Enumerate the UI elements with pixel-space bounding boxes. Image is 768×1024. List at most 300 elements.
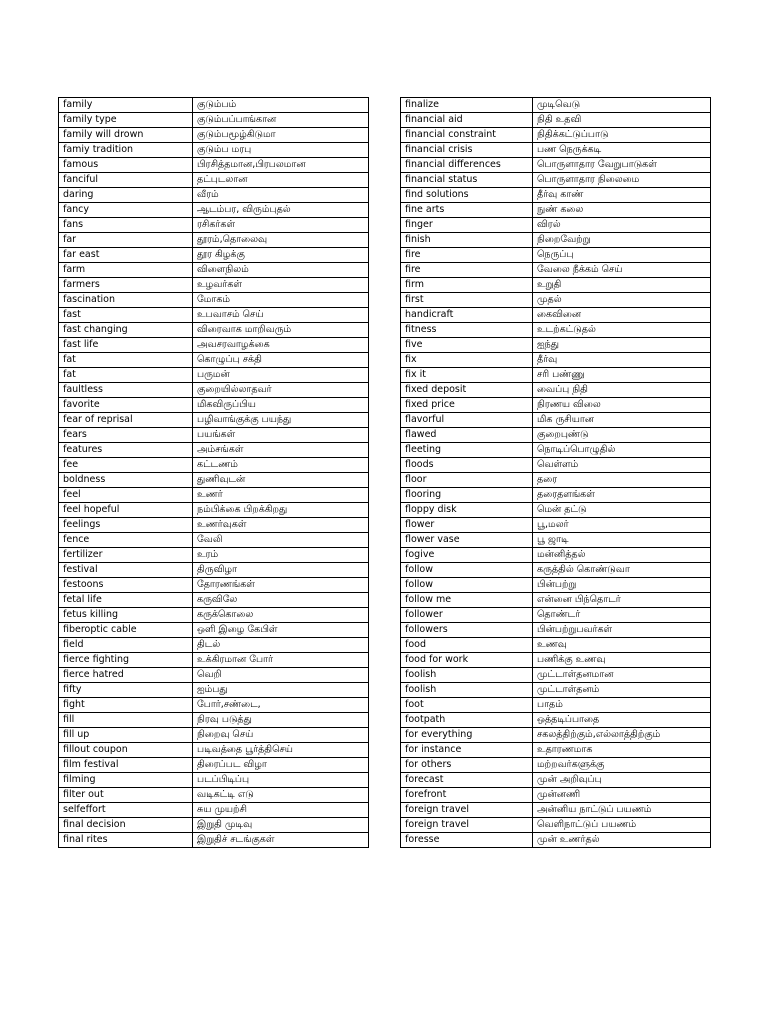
table-row [59, 233, 369, 248]
table-row [59, 188, 369, 203]
tamil-translation: திடல் [193, 638, 369, 653]
english-word: fixed price [401, 398, 533, 413]
english-word: family [59, 98, 193, 113]
table-row [59, 98, 369, 113]
table-row [401, 623, 711, 638]
tamil-translation: பொருளாதார வேறுபாடுகள் [533, 158, 711, 173]
table-row [59, 323, 369, 338]
table-row [59, 473, 369, 488]
table-row [59, 638, 369, 653]
english-word: foreign travel [401, 818, 533, 833]
english-word: financial differences [401, 158, 533, 173]
tamil-translation: என்னை பிந்தொடர் [533, 593, 711, 608]
tamil-translation: பாதம் [533, 698, 711, 713]
tamil-translation: பின்பற்று [533, 578, 711, 593]
tamil-translation: மிகவிருப்பிய [193, 398, 369, 413]
tamil-translation: தோரணங்கள் [193, 578, 369, 593]
tamil-translation: ரசிகர்கள் [193, 218, 369, 233]
english-word: fill up [59, 728, 193, 743]
tamil-translation: ஐம்பது [193, 683, 369, 698]
table-row [401, 248, 711, 263]
tamil-translation: படிவத்தை பூர்த்திசெய் [193, 743, 369, 758]
english-word: fast [59, 308, 193, 323]
tamil-translation: பழிவாங்குக்கு பயந்து [193, 413, 369, 428]
tamil-translation: ஐந்து [533, 338, 711, 353]
table-row [401, 203, 711, 218]
vocabulary-table-right [400, 97, 711, 848]
table-row [59, 698, 369, 713]
english-word: fierce fighting [59, 653, 193, 668]
table-row [59, 533, 369, 548]
tamil-translation: கருத்தில் கொண்டுவா [533, 563, 711, 578]
english-word: fetus killing [59, 608, 193, 623]
table-row [401, 743, 711, 758]
tamil-translation: உபவாசம் செய் [193, 308, 369, 323]
table-row [401, 443, 711, 458]
tamil-translation: விளைநிலம் [193, 263, 369, 278]
table-row [401, 608, 711, 623]
english-word: handicraft [401, 308, 533, 323]
tamil-translation: பின்பற்றுபவர்கள் [533, 623, 711, 638]
table-row [59, 308, 369, 323]
table-row [59, 128, 369, 143]
table-row [401, 278, 711, 293]
table-row [401, 368, 711, 383]
english-word: five [401, 338, 533, 353]
english-word: selfeffort [59, 803, 193, 818]
english-word: fascination [59, 293, 193, 308]
table-row [59, 428, 369, 443]
english-word: flawed [401, 428, 533, 443]
table-row [59, 728, 369, 743]
english-word: family will drown [59, 128, 193, 143]
english-word: fill [59, 713, 193, 728]
english-word: fast life [59, 338, 193, 353]
table-row [401, 158, 711, 173]
table-row [59, 713, 369, 728]
english-word: fears [59, 428, 193, 443]
table-row [401, 308, 711, 323]
table-row [401, 458, 711, 473]
tamil-translation: நிரவு படுத்து [193, 713, 369, 728]
tamil-translation: நுண் கலை [533, 203, 711, 218]
table-row [59, 818, 369, 833]
table-row [401, 188, 711, 203]
table-row [59, 758, 369, 773]
english-word: final decision [59, 818, 193, 833]
english-word: foresse [401, 833, 533, 848]
english-word: floppy disk [401, 503, 533, 518]
english-word: feelings [59, 518, 193, 533]
english-word: footpath [401, 713, 533, 728]
tamil-translation: உறுதி [533, 278, 711, 293]
english-word: daring [59, 188, 193, 203]
english-word: followers [401, 623, 533, 638]
table-row [59, 218, 369, 233]
tamil-translation: உடற்கட்டுதல் [533, 323, 711, 338]
table-row [59, 503, 369, 518]
tamil-translation: அன்னிய நாட்டுப் பயணம் [533, 803, 711, 818]
table-row [401, 233, 711, 248]
english-word: feel hopeful [59, 503, 193, 518]
table-row [59, 158, 369, 173]
tamil-translation: வீரம் [193, 188, 369, 203]
english-word: finalize [401, 98, 533, 113]
tamil-translation: மோகம் [193, 293, 369, 308]
english-word: fire [401, 263, 533, 278]
english-word: fifty [59, 683, 193, 698]
tamil-translation: நொடிப்பொழுதில் [533, 443, 711, 458]
tamil-translation: படப்பிடிப்பு [193, 773, 369, 788]
table-row [59, 683, 369, 698]
table-row [59, 248, 369, 263]
tamil-translation: கருக்கொலை [193, 608, 369, 623]
tamil-translation: திரைப்பட விழா [193, 758, 369, 773]
tamil-translation: ஒளி இழை கேபிள் [193, 623, 369, 638]
tamil-translation: முன்னணி [533, 788, 711, 803]
tamil-translation: ஒத்தடிப்பாதை [533, 713, 711, 728]
table-row [59, 593, 369, 608]
tamil-translation: இறுதிச் சடங்குகள் [193, 833, 369, 848]
english-word: fast changing [59, 323, 193, 338]
english-word: filming [59, 773, 193, 788]
english-word: fierce hatred [59, 668, 193, 683]
table-row [59, 563, 369, 578]
english-word: financial status [401, 173, 533, 188]
english-word: fetal life [59, 593, 193, 608]
tamil-translation: பூ ஜாடி [533, 533, 711, 548]
english-word: floor [401, 473, 533, 488]
table-row [401, 323, 711, 338]
english-word: foolish [401, 683, 533, 698]
english-word: features [59, 443, 193, 458]
table-row [401, 143, 711, 158]
tamil-translation: குடும்பப்பாங்கான [193, 113, 369, 128]
english-word: festival [59, 563, 193, 578]
english-word: flower [401, 518, 533, 533]
tamil-translation: வெள்ளம் [533, 458, 711, 473]
english-word: flavorful [401, 413, 533, 428]
tamil-translation: குடும்பமூழ்கிடுமா [193, 128, 369, 143]
table-row [59, 488, 369, 503]
table-row [401, 548, 711, 563]
table-row [401, 563, 711, 578]
english-word: filter out [59, 788, 193, 803]
table-row [401, 788, 711, 803]
tamil-translation: பிரசித்தமான,பிரபலமான [193, 158, 369, 173]
table-row [401, 833, 711, 848]
tamil-translation: விரைவாக மாறிவரும் [193, 323, 369, 338]
english-word: flooring [401, 488, 533, 503]
tamil-translation: உணர் [193, 488, 369, 503]
table-row [59, 578, 369, 593]
table-row [401, 728, 711, 743]
english-word: financial aid [401, 113, 533, 128]
table-row [59, 263, 369, 278]
tamil-translation: உதாரணமாக [533, 743, 711, 758]
tamil-translation: ஆடம்பர, விரும்புதல் [193, 203, 369, 218]
tamil-translation: விரல் [533, 218, 711, 233]
table-row [59, 353, 369, 368]
table-row [401, 398, 711, 413]
table-row [401, 698, 711, 713]
english-word: food [401, 638, 533, 653]
english-word: forecast [401, 773, 533, 788]
english-word: food for work [401, 653, 533, 668]
tamil-translation: வெறி [193, 668, 369, 683]
english-word: favorite [59, 398, 193, 413]
table-row [59, 518, 369, 533]
tamil-translation: சரி பண்ணு [533, 368, 711, 383]
tamil-translation: நெருப்பு [533, 248, 711, 263]
tamil-translation: உணவு [533, 638, 711, 653]
english-word: fiberoptic cable [59, 623, 193, 638]
english-word: fanciful [59, 173, 193, 188]
english-word: follow [401, 578, 533, 593]
table-row [59, 443, 369, 458]
english-word: fitness [401, 323, 533, 338]
table-row [59, 338, 369, 353]
tamil-translation: முதல் [533, 293, 711, 308]
table-row [401, 338, 711, 353]
table-row [59, 278, 369, 293]
table-row [59, 458, 369, 473]
tamil-translation: கட்டணம் [193, 458, 369, 473]
vocabulary-table-left [58, 97, 369, 848]
english-word: financial crisis [401, 143, 533, 158]
table-row [401, 638, 711, 653]
tamil-translation: உழவர்கள் [193, 278, 369, 293]
tamil-translation: திருவிழா [193, 563, 369, 578]
english-word: foolish [401, 668, 533, 683]
table-row [401, 413, 711, 428]
english-word: famous [59, 158, 193, 173]
tamil-translation: மன்னித்தல் [533, 548, 711, 563]
english-word: far east [59, 248, 193, 263]
tamil-translation: அம்சங்கள் [193, 443, 369, 458]
table-row [401, 293, 711, 308]
tamil-translation: தூர கிழக்கு [193, 248, 369, 263]
table-row [401, 773, 711, 788]
english-word: financial constraint [401, 128, 533, 143]
tamil-translation: வேலை நீக்கம் செய் [533, 263, 711, 278]
english-word: foreign travel [401, 803, 533, 818]
tamil-translation: கருவிலே [193, 593, 369, 608]
table-row [59, 368, 369, 383]
tamil-translation: மிக ருசியான [533, 413, 711, 428]
tamil-translation: நிதிக்கட்டுப்பாடு [533, 128, 711, 143]
tamil-translation: நிதி உதவி [533, 113, 711, 128]
table-row [59, 623, 369, 638]
tamil-translation: தூரம்,தொலைவு [193, 233, 369, 248]
english-word: flower vase [401, 533, 533, 548]
tamil-translation: உணர்வுகள் [193, 518, 369, 533]
table-row [59, 413, 369, 428]
tamil-translation: குடும்பம் [193, 98, 369, 113]
tamil-translation: சகலத்திற்கும்,எல்லாத்திற்கும் [533, 728, 711, 743]
english-word: fat [59, 368, 193, 383]
english-word: boldness [59, 473, 193, 488]
table-row [401, 653, 711, 668]
table-row [401, 218, 711, 233]
english-word: family type [59, 113, 193, 128]
tamil-translation: பொருளாதார நிலைமை [533, 173, 711, 188]
table-row [401, 803, 711, 818]
table-row [401, 263, 711, 278]
tamil-translation: மற்றவர்களுக்கு [533, 758, 711, 773]
english-word: follow me [401, 593, 533, 608]
english-word: fear of reprisal [59, 413, 193, 428]
table-row [401, 818, 711, 833]
table-row [59, 398, 369, 413]
english-word: find solutions [401, 188, 533, 203]
english-word: fillout coupon [59, 743, 193, 758]
tamil-translation: துணிவுடன் [193, 473, 369, 488]
english-word: farm [59, 263, 193, 278]
tamil-translation: தட்புடலான [193, 173, 369, 188]
tamil-translation: இறுதி முடிவு [193, 818, 369, 833]
table-row [401, 113, 711, 128]
tamil-translation: வேலி [193, 533, 369, 548]
table-row [401, 98, 711, 113]
table-row [401, 713, 711, 728]
tamil-translation: குறைபுண்டு [533, 428, 711, 443]
table-row [59, 743, 369, 758]
english-word: for instance [401, 743, 533, 758]
tamil-translation: பண நெருக்கடி [533, 143, 711, 158]
table-row [59, 143, 369, 158]
english-word: firm [401, 278, 533, 293]
table-row [401, 503, 711, 518]
tamil-translation: தீர்வு [533, 353, 711, 368]
english-word: floods [401, 458, 533, 473]
tamil-translation: நம்பிக்கை பிறக்கிறது [193, 503, 369, 518]
table-row [401, 593, 711, 608]
english-word: fancy [59, 203, 193, 218]
tamil-translation: முன் அறிவுப்பு [533, 773, 711, 788]
english-word: fogive [401, 548, 533, 563]
english-word: feel [59, 488, 193, 503]
english-word: fleeting [401, 443, 533, 458]
table-row [59, 788, 369, 803]
tamil-translation: தரை [533, 473, 711, 488]
tamil-translation: வைப்பு நிதி [533, 383, 711, 398]
english-word: first [401, 293, 533, 308]
english-word: fans [59, 218, 193, 233]
tamil-translation: நிறைவேற்று [533, 233, 711, 248]
table-row [59, 203, 369, 218]
tamil-translation: தீர்வு காண் [533, 188, 711, 203]
english-word: fix it [401, 368, 533, 383]
table-row [401, 758, 711, 773]
tamil-translation: முன் உணர்தல் [533, 833, 711, 848]
tamil-translation: பூ,மலர் [533, 518, 711, 533]
tamil-translation: தரைதளங்கள் [533, 488, 711, 503]
english-word: fixed deposit [401, 383, 533, 398]
english-word: fat [59, 353, 193, 368]
english-word: farmers [59, 278, 193, 293]
tamil-translation: முட்டாள்தனமான [533, 668, 711, 683]
english-word: finger [401, 218, 533, 233]
english-word: fee [59, 458, 193, 473]
table-row [401, 668, 711, 683]
english-word: fix [401, 353, 533, 368]
table-row [401, 488, 711, 503]
english-word: for others [401, 758, 533, 773]
tamil-translation: நிறைவு செய் [193, 728, 369, 743]
tamil-translation: அவசரவாழக்கை [193, 338, 369, 353]
english-word: final rites [59, 833, 193, 848]
table-row [59, 773, 369, 788]
table-row [401, 128, 711, 143]
english-word: fire [401, 248, 533, 263]
tamil-translation: சுய முயற்சி [193, 803, 369, 818]
tamil-translation: பருமன் [193, 368, 369, 383]
table-row [59, 668, 369, 683]
table-row [59, 653, 369, 668]
tamil-translation: பயங்கள் [193, 428, 369, 443]
english-word: festoons [59, 578, 193, 593]
english-word: famiy tradition [59, 143, 193, 158]
english-word: far [59, 233, 193, 248]
table-row [59, 833, 369, 848]
english-word: for everything [401, 728, 533, 743]
english-word: follow [401, 563, 533, 578]
table-row [401, 473, 711, 488]
tamil-translation: கொழுப்பு சக்தி [193, 353, 369, 368]
english-word: fight [59, 698, 193, 713]
english-word: field [59, 638, 193, 653]
tamil-translation: பணிக்கு உணவு [533, 653, 711, 668]
english-word: follower [401, 608, 533, 623]
table-row [59, 173, 369, 188]
tamil-translation: வடிகட்டி எடு [193, 788, 369, 803]
table-row [401, 683, 711, 698]
english-word: fine arts [401, 203, 533, 218]
table-row [401, 428, 711, 443]
table-row [401, 383, 711, 398]
tamil-translation: குடும்ப மரபு [193, 143, 369, 158]
tamil-translation: போர்,சண்டை, [193, 698, 369, 713]
english-word: film festival [59, 758, 193, 773]
english-word: forefront [401, 788, 533, 803]
english-word: foot [401, 698, 533, 713]
table-row [59, 113, 369, 128]
table-row [401, 518, 711, 533]
table-row [401, 173, 711, 188]
table-row [59, 608, 369, 623]
tamil-translation: முட்டாள்தனம் [533, 683, 711, 698]
tamil-translation: குறையில்லாதவர் [193, 383, 369, 398]
tamil-translation: மென் தட்டு [533, 503, 711, 518]
english-word: faultless [59, 383, 193, 398]
tamil-translation: கைவினை [533, 308, 711, 323]
table-row [401, 533, 711, 548]
tamil-translation: முடிவெடு [533, 98, 711, 113]
tamil-translation: வெளிநாட்டுப் பயணம் [533, 818, 711, 833]
tamil-translation: உக்கிரமான போர் [193, 653, 369, 668]
english-word: fertilizer [59, 548, 193, 563]
table-row [59, 383, 369, 398]
tamil-translation: தொண்டர் [533, 608, 711, 623]
table-row [59, 548, 369, 563]
table-row [59, 293, 369, 308]
table-row [59, 803, 369, 818]
english-word: finish [401, 233, 533, 248]
tamil-translation: உரம் [193, 548, 369, 563]
table-row [401, 353, 711, 368]
english-word: fence [59, 533, 193, 548]
